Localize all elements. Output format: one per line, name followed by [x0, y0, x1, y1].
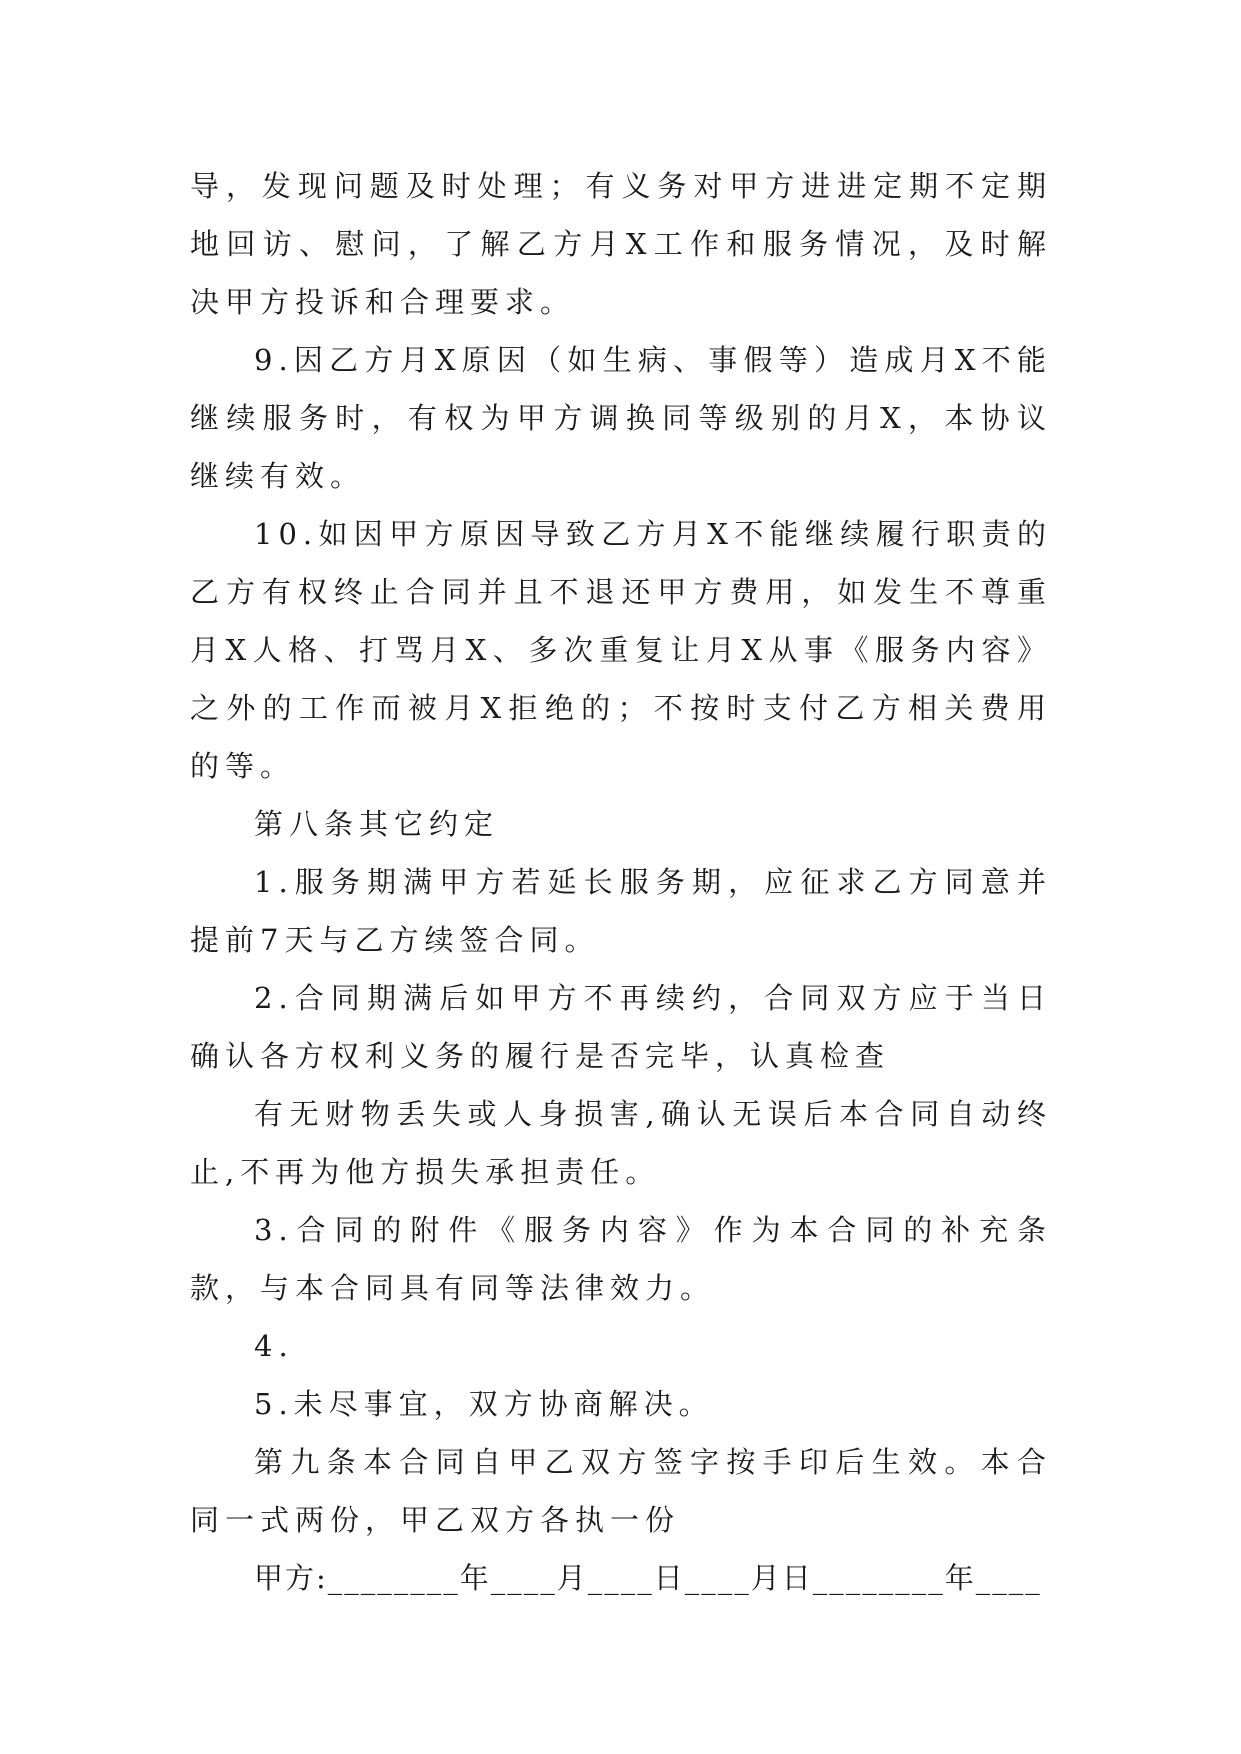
paragraph-item-3: 3.合同的附件《服务内容》作为本合同的补充条款，与本合同具有同等法律效力。	[190, 1213, 1052, 1305]
paragraph-item-2: 2.合同期满后如甲方不再续约，合同双方应于当日确认各方权利义务的履行是否完毕，认真检查	[190, 981, 1052, 1073]
paragraph-clause-10: 10.如因甲方原因导致乙方月X不能继续履行职责的乙方有权终止合同并且不退还甲方费用，如发生不尊重月X人格、打骂月X、多次重复让月X从事《服务内容》之外的工作而被月X拒绝的；不按时支付乙方相关费用的等。	[190, 517, 1052, 783]
paragraph-clause-9: 9.因乙方月X原因（如生病、事假等）造成月X不能继续服务时，有权为甲方调换同等级别的月X，本协议继续有效。	[190, 343, 1052, 493]
paragraph-item-1: 1.服务期满甲方若延长服务期，应征求乙方同意并提前7天与乙方续签合同。	[190, 865, 1052, 957]
section-heading-article-8: 第八条其它约定	[254, 807, 500, 841]
paragraph-continuation: 导，发现问题及时处理；有义务对甲方进进定期不定期地回访、慰问，了解乙方月X工作和服务情况，及时解决甲方投诉和合理要求。	[190, 169, 1052, 319]
paragraph-item-4: 4.	[254, 1329, 294, 1363]
paragraph-item-2-continued: 有无财物丢失或人身损害,确认无误后本合同自动终止,不再为他方损失承担责任。	[190, 1097, 1052, 1189]
signature-line: 甲方:________年____月____日____月日________年____	[254, 1561, 1042, 1595]
paragraph-item-5: 5.未尽事宜，双方协商解决。	[254, 1387, 714, 1421]
document-body	[190, 157, 1052, 1607]
section-heading-article-9: 第九条本合同自甲乙双方签字按手印后生效。本合同一式两份，甲乙双方各执一份	[190, 1445, 1052, 1537]
